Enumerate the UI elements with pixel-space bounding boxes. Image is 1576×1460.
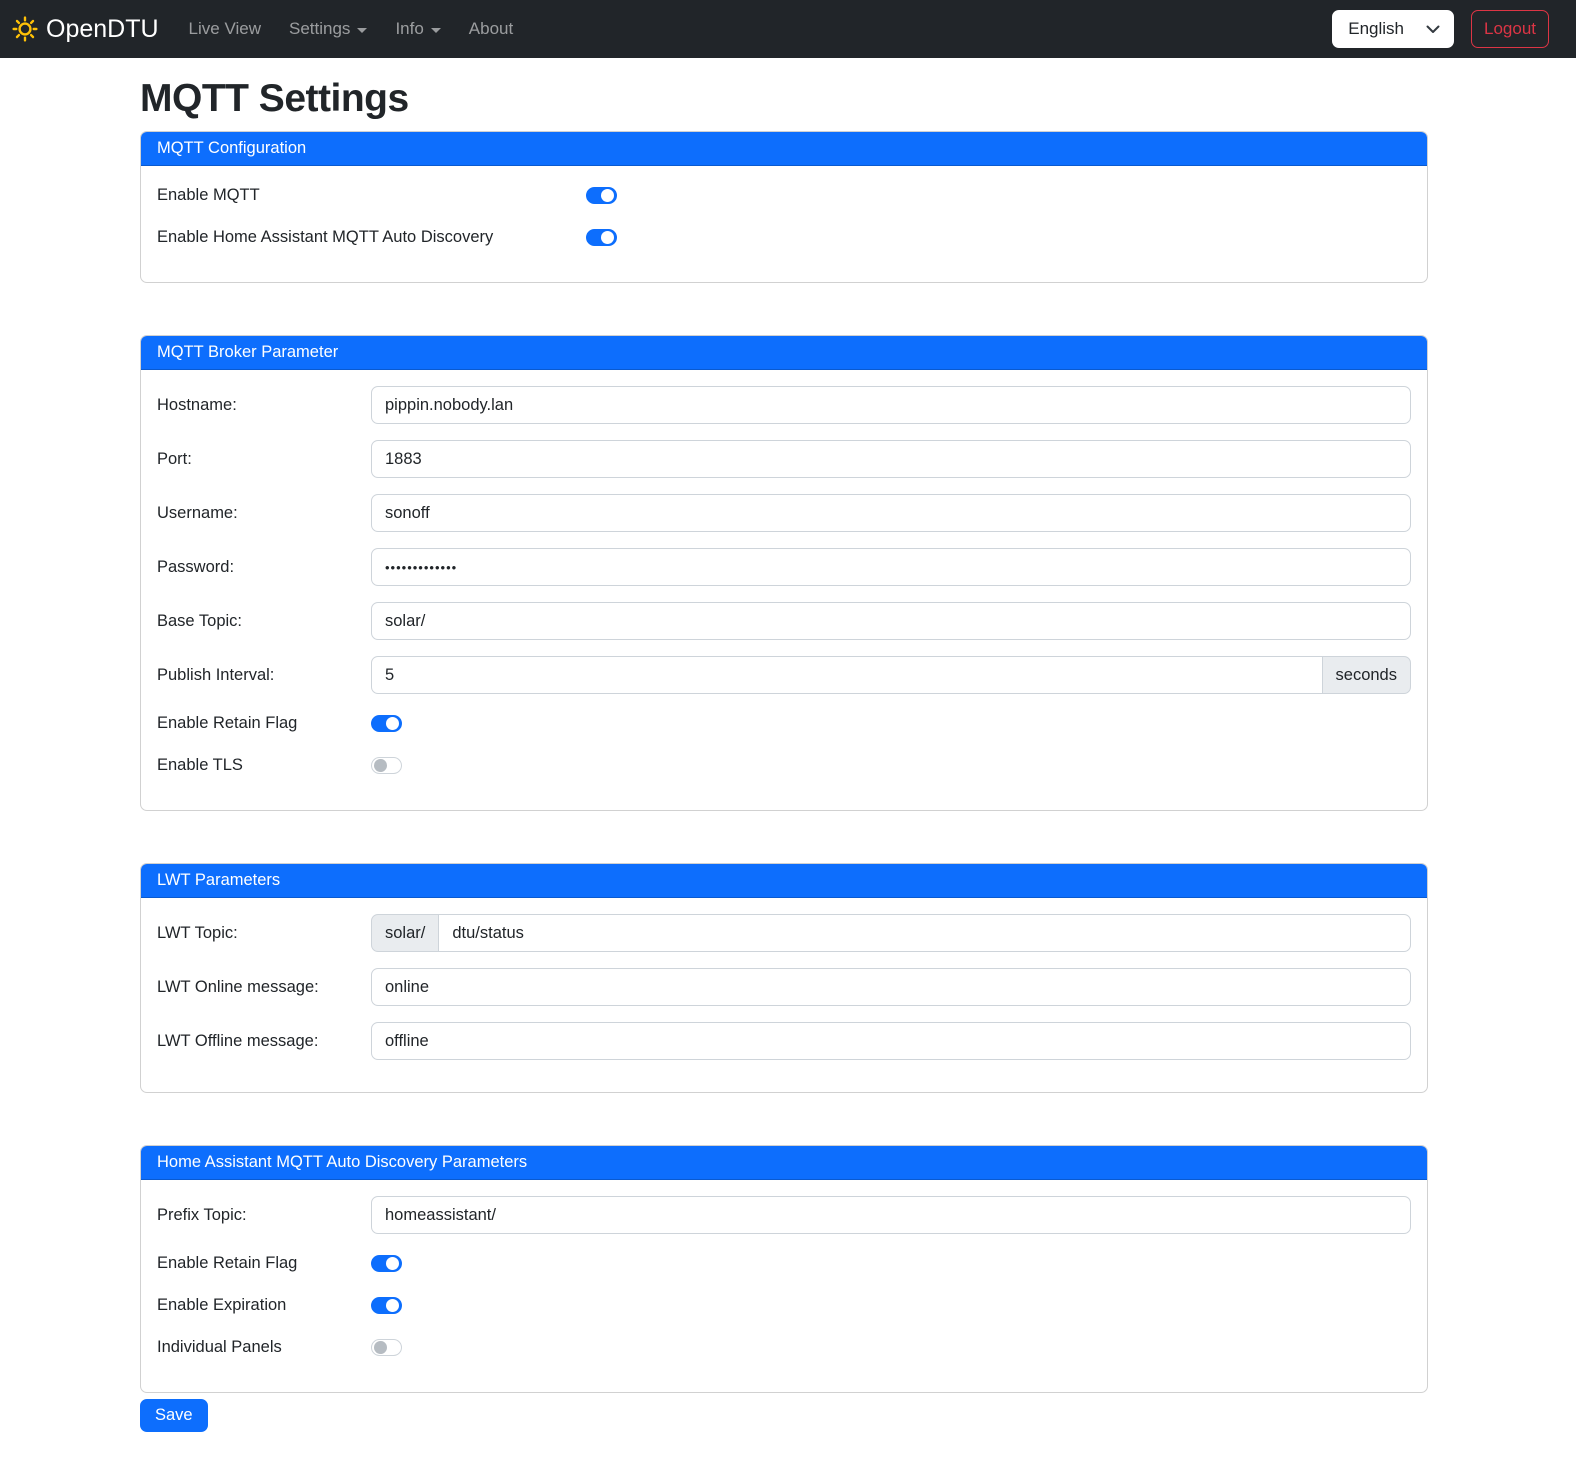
base-topic-input[interactable] xyxy=(371,602,1411,640)
lwt-offline-input[interactable] xyxy=(371,1022,1411,1060)
tls-toggle[interactable] xyxy=(371,757,402,774)
individual-panels-toggle[interactable] xyxy=(371,1339,402,1356)
nav-item-settings[interactable] xyxy=(275,11,381,47)
form-row-port xyxy=(157,440,1411,478)
retain-flag-toggle[interactable] xyxy=(371,715,402,732)
card-body xyxy=(141,370,1427,810)
form-row-prefix-topic xyxy=(157,1196,1411,1234)
field-control xyxy=(371,548,1411,586)
nav-item-label: Settings xyxy=(289,19,351,38)
field-label: Enable Home Assistant MQTT Auto Discovery xyxy=(157,227,494,246)
prefix-topic-input[interactable] xyxy=(371,1196,1411,1234)
form-row-hostname xyxy=(157,386,1411,424)
field-label: Prefix Topic: xyxy=(157,1205,247,1224)
field-label: Port: xyxy=(157,449,192,468)
field-label: Enable MQTT xyxy=(157,185,260,204)
field-label: Password: xyxy=(157,557,235,576)
enable-ha-discovery-toggle[interactable] xyxy=(586,229,617,246)
form-row-ha-expiration xyxy=(157,1292,1411,1318)
field-control xyxy=(371,440,1411,478)
form-row-password xyxy=(157,548,1411,586)
page-container xyxy=(140,77,1428,1432)
form-row-enable-ha-discovery xyxy=(157,224,1411,250)
field-control xyxy=(371,1022,1411,1060)
top-navbar xyxy=(0,0,1576,58)
form-row-publish-interval xyxy=(157,656,1411,694)
card-lwt-parameters xyxy=(140,863,1428,1093)
caret-down-icon xyxy=(357,28,367,33)
form-row-individual-panels xyxy=(157,1334,1411,1360)
lwt-topic-input[interactable] xyxy=(438,914,1411,952)
publish-interval-input[interactable] xyxy=(371,656,1323,694)
username-input[interactable] xyxy=(371,494,1411,532)
form-row-ha-retain xyxy=(157,1250,1411,1276)
field-label: LWT Offline message: xyxy=(157,1031,319,1050)
nav-item-about[interactable] xyxy=(455,11,527,47)
card-body xyxy=(141,1180,1427,1392)
enable-mqtt-toggle[interactable] xyxy=(586,187,617,204)
toggle-knob xyxy=(386,717,399,730)
field-control xyxy=(371,656,1411,694)
field-control xyxy=(371,1297,1411,1314)
form-row-enable-tls xyxy=(157,752,1411,778)
nav-links xyxy=(175,11,528,47)
nav-item-live-view[interactable] xyxy=(175,11,275,47)
card-mqtt-broker-parameter xyxy=(140,335,1428,811)
page-title: MQTT Settings xyxy=(140,77,409,120)
field-label: LWT Topic: xyxy=(157,923,238,942)
toggle-knob xyxy=(374,759,387,772)
card-ha-discovery-parameters xyxy=(140,1145,1428,1393)
field-label: Publish Interval: xyxy=(157,665,275,684)
ha-expiration-toggle[interactable] xyxy=(371,1297,402,1314)
field-label: Username: xyxy=(157,503,238,522)
language-select-value: English xyxy=(1348,19,1404,38)
caret-down-icon xyxy=(431,28,441,33)
card-header: Home Assistant MQTT Auto Discovery Parameters xyxy=(141,1146,1427,1180)
hostname-input[interactable] xyxy=(371,386,1411,424)
toggle-knob xyxy=(386,1257,399,1270)
nav-item-label: Live View xyxy=(188,19,261,38)
card-mqtt-configuration xyxy=(140,131,1428,283)
field-control xyxy=(371,757,1411,774)
card-header: MQTT Configuration xyxy=(141,132,1427,166)
sun-icon xyxy=(12,16,38,42)
form-row-lwt-offline xyxy=(157,1022,1411,1060)
field-control xyxy=(371,386,1411,424)
field-label: LWT Online message: xyxy=(157,977,319,996)
field-control xyxy=(371,914,1411,952)
nav-item-label: About xyxy=(468,19,514,38)
publish-interval-unit: seconds xyxy=(1322,656,1411,694)
field-control xyxy=(586,229,1411,246)
field-label: Enable Expiration xyxy=(157,1295,287,1314)
form-row-lwt-online xyxy=(157,968,1411,1006)
toggle-knob xyxy=(601,189,614,202)
field-control xyxy=(371,1255,1411,1272)
form-row-username xyxy=(157,494,1411,532)
field-control xyxy=(371,602,1411,640)
toggle-knob xyxy=(601,231,614,244)
toggle-knob xyxy=(386,1299,399,1312)
brand-name: OpenDTU xyxy=(46,14,159,43)
lwt-online-input[interactable] xyxy=(371,968,1411,1006)
ha-retain-flag-toggle[interactable] xyxy=(371,1255,402,1272)
card-body xyxy=(141,898,1427,1092)
chevron-down-icon xyxy=(1426,25,1440,34)
field-control xyxy=(371,715,1411,732)
toggle-knob xyxy=(374,1341,387,1354)
nav-item-info[interactable] xyxy=(381,11,454,47)
field-label: Base Topic: xyxy=(157,611,242,630)
brand-logo[interactable] xyxy=(12,15,159,44)
field-control xyxy=(371,494,1411,532)
field-control xyxy=(371,968,1411,1006)
port-input[interactable] xyxy=(371,440,1411,478)
password-input[interactable] xyxy=(371,548,1411,586)
field-label: Enable TLS xyxy=(157,755,243,774)
field-label: Enable Retain Flag xyxy=(157,713,298,732)
field-control xyxy=(371,1196,1411,1234)
save-button[interactable]: Save xyxy=(140,1399,208,1432)
logout-button[interactable]: Logout xyxy=(1471,10,1549,48)
field-control xyxy=(586,187,1411,204)
form-row-base-topic xyxy=(157,602,1411,640)
card-header: MQTT Broker Parameter xyxy=(141,336,1427,370)
card-header: LWT Parameters xyxy=(141,864,1427,898)
field-label: Enable Retain Flag xyxy=(157,1253,298,1272)
form-row-enable-mqtt xyxy=(157,182,1411,208)
form-row-lwt-topic xyxy=(157,914,1411,952)
field-label: Hostname: xyxy=(157,395,237,414)
form-row-enable-retain xyxy=(157,710,1411,736)
card-body xyxy=(141,166,1427,282)
field-control xyxy=(371,1339,1411,1356)
language-select[interactable] xyxy=(1332,10,1454,48)
field-label: Individual Panels xyxy=(157,1337,282,1356)
lwt-topic-prefix: solar/ xyxy=(371,914,439,952)
nav-item-label: Info xyxy=(395,19,424,38)
